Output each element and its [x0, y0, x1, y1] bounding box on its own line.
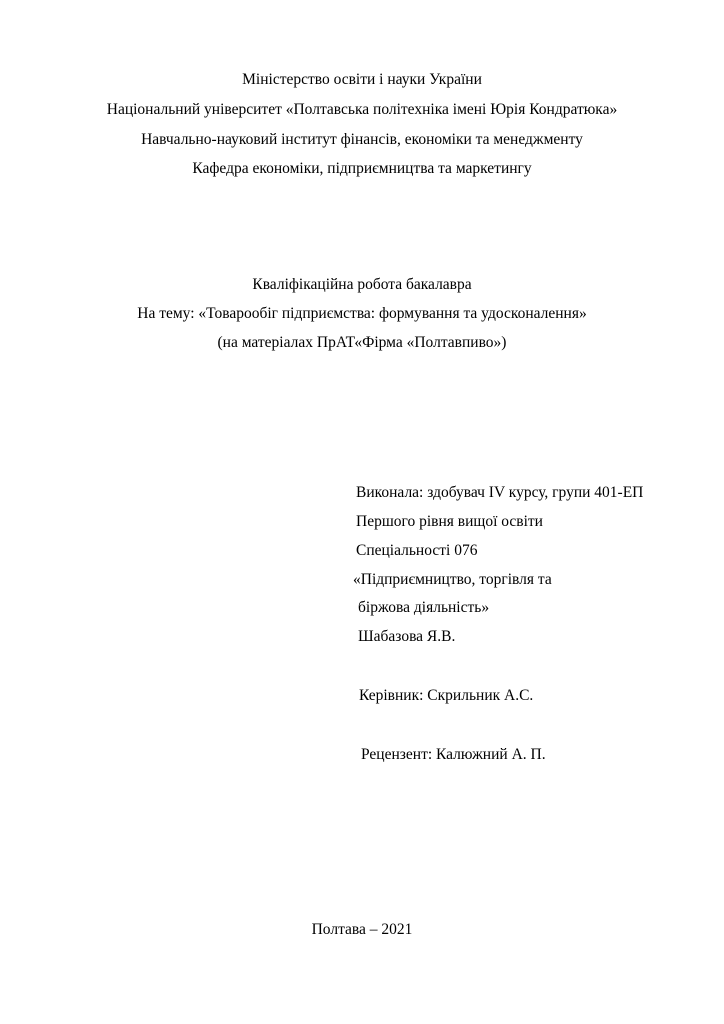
reviewer-line: Рецензент: Калюжний А. П. [361, 746, 546, 763]
performed-line: Виконала: здобувач IV курсу, групи 401-ЕП [356, 484, 644, 501]
city-year-line: Полтава – 2021 [311, 921, 413, 938]
university-line: Національний університет «Полтавська політехніка імені Юрія Кондратюка» [106, 101, 618, 118]
topic-line: На тему: «Товарообіг підприємства: формування та удосконалення» [137, 305, 587, 322]
author-name: Шабазова Я.В. [358, 628, 456, 645]
work-type-line: Кваліфікаційна робота бакалавра [252, 276, 472, 293]
specialty-line: Спеціальності 076 [356, 542, 478, 559]
institute-line: Навчально-науковий інститут фінансів, економіки та менеджменту [141, 131, 583, 148]
specialty-name-line-1: «Підприємництво, торгівля та [353, 571, 552, 588]
specialty-name-line-2: біржова діяльність» [358, 599, 490, 616]
materials-line: (на матеріалах ПрАТ«Фірма «Полтавпиво») [217, 334, 507, 351]
ministry-line: Міністерство освіти і науки України [242, 71, 482, 88]
supervisor-line: Керівник: Скрильник А.С. [359, 687, 534, 704]
education-level-line: Першого рівня вищої освіти [356, 513, 543, 530]
department-line: Кафедра економіки, підприємництва та маркетингу [192, 160, 532, 177]
